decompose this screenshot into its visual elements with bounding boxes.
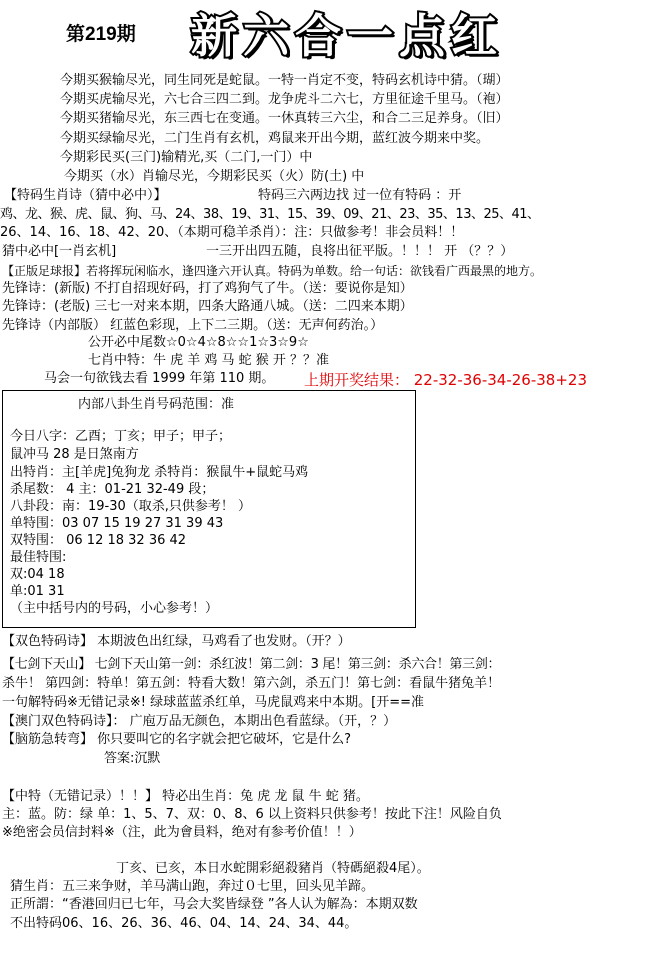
brand-char: 红 xyxy=(451,9,497,63)
issue-number: 第219期 xyxy=(66,24,136,45)
shuangse-poem: 【双色特码诗】 本期波色出红绿，马鸡看了也发财。（开？） xyxy=(2,634,351,649)
qijian-line-2: 杀牛！ 第四剑：特单！第五剑：特看大数！第六剑，杀五门！第七剑：看鼠牛猪兔羊！ xyxy=(2,676,501,691)
box-title: 内部八卦生肖号码范围：准 xyxy=(78,397,235,412)
xianfeng-poem: 先锋诗：(新版) 不打自招现好码，打了鸡狗气了牛。（送：要说你是知） xyxy=(2,281,413,296)
zhongte-line: ※绝密会员信封料※（注，此为會員料，绝对有参考价值！！） xyxy=(2,825,362,840)
zhengban-line: 【正版足球报】若将挥玩闲临水，逢四逢六开认真。特码为单数。给一句话：欲钱看广西最黑的地方。 xyxy=(2,264,543,278)
box-line: 鼠冲马 28 是日煞南方 xyxy=(10,447,139,462)
intro-line: 今期买绿输尽光，二门生肖有玄机，鸡鼠来开出今期，蓝红波今期来中奖。 xyxy=(60,131,490,146)
poem-special: 特码三六两边找 过一位有特码 ：开 xyxy=(258,188,462,203)
box-line: 双特围： 06 12 18 32 36 42 xyxy=(10,533,187,548)
xianfeng-poem: 先锋诗：(老版) 三七一对来本期，四条大路通八城。（送：二四来本期） xyxy=(2,299,413,314)
tail-numbers: 公开必中尾数☆0☆4☆8☆☆1☆3☆9☆ xyxy=(88,335,309,350)
box-line: 单特围：03 07 15 19 27 31 39 43 xyxy=(10,516,224,531)
box-line: （主中括号内的号码，小心参考！） xyxy=(10,601,219,616)
mahui-line: 马会一句欲钱去看 1999 年第 110 期。 xyxy=(44,371,275,386)
brand-char: 点 xyxy=(399,9,445,63)
zhongte-line: 主：蓝。防：绿 单：1、5、7、双：0、8、6 以上资料只供参考！按此下注！风险自负 xyxy=(2,807,502,822)
intro-line: 今期买猪输尽光，东三西七在变通。一休真转三六尘，和合二三足养身。（旧） xyxy=(60,111,509,126)
footer-line: 丁亥、已亥，本日水蛇開彩絕殺豬肖（特碼絕殺4尾）。 xyxy=(116,861,430,876)
guess-text: 一三开出四五随，良将出征平版。！！！ 开 （？？） xyxy=(206,244,514,259)
brand-char: 一 xyxy=(347,9,393,63)
brand-char: 六 xyxy=(243,9,289,63)
box-line: 杀尾数： 4 主：01-21 32-49 段； xyxy=(10,482,215,497)
box-line: 最佳特围: xyxy=(10,550,67,565)
intro-line: 今期买（水）肖输尽光，今期彩民买（火）防(土) 中 xyxy=(64,169,365,184)
box-line: 出特肖：主[羊虎]兔狗龙 杀特肖：猴鼠牛+鼠蛇马鸡 xyxy=(10,465,309,480)
xianfeng-poem: 先锋诗（内部版） 红蓝色彩现，上下二三期。（送：无声何药治。） xyxy=(2,318,384,333)
last-result: 上期开奖结果： 22-32-36-34-26-38+23 xyxy=(304,371,588,389)
zhongte-title: 【中特（无错记录）！！】 特必出生肖：兔 虎 龙 鼠 牛 蛇 猪。 xyxy=(2,789,369,804)
intro-line: 今期买虎输尽光，六七合三四二到。龙争虎斗二六七，方里征途千里马。（袍） xyxy=(60,92,509,107)
footer-line: 猜生肖：五三来争财，羊马满山跑，奔过０七里，回头见羊蹄。 xyxy=(10,879,375,894)
yiju-line: 一句解特码※无错记录※! 绿球蓝蓝杀红单，马虎鼠鸡来中本期。[开==准 xyxy=(2,695,424,710)
poem-list-2: 26、14、16、18、42、20、（本期可稳羊杀肖）：注：只做参考！非会员料！！ xyxy=(0,225,464,240)
aomen-poem: 【澳门双色特码诗】： 广庖万品无颜色，本期出色看蓝绿。（开，？） xyxy=(2,714,397,729)
poem-list: 鸡、龙、猴、虎、鼠、狗、马、24、38、19、31、15、39、09、21、23、35、13、25、41、 xyxy=(0,207,540,222)
footer-line: 正所謂：“香港回归已七年，马会大奖皆绿登 ”各人认为解為：本期双数 xyxy=(10,897,418,912)
naojin-answer: 答案:沉默 xyxy=(104,751,161,766)
intro-line: 今期买猴输尽光，同生同死是蛇鼠。一特一肖定不变，特码玄机诗中猜。（瑚） xyxy=(60,73,509,88)
box-line: 今日八字：乙酉；丁亥；甲子；甲子； xyxy=(10,429,232,444)
naojin-question: 【脑筋急转弯】 你只要叫它的名字就会把它破坏，它是什么? xyxy=(2,732,352,747)
brand-char: 新 xyxy=(191,9,237,63)
footer-line: 不出特码06、16、26、36、46、04、14、24、34、44。 xyxy=(10,916,358,931)
brand-char: 合 xyxy=(295,9,341,63)
box-line: 八卦段：南：19-30（取杀,只供参考！ ） xyxy=(10,499,252,514)
qijian-line: 【七剑下天山】 七剑下天山第一剑：杀红波！第二剑：3 尾！第三剑：杀六合！第三剑： xyxy=(2,657,501,672)
guess-label: 猜中必中[一肖玄机] xyxy=(2,244,117,259)
brand-logo xyxy=(188,8,500,64)
box-line: 双:04 18 xyxy=(10,567,65,582)
poem-title: 【特码生肖诗（猜中必中）】 xyxy=(4,188,167,203)
brand-title xyxy=(188,8,500,64)
box-line: 单:01 31 xyxy=(10,584,65,599)
intro-line: 今期彩民买(三门)输精光,买（二门,一门）中 xyxy=(60,150,313,165)
seven-zodiac: 七肖中特：牛 虎 羊 鸡 马 蛇 猴 开 ？？准 xyxy=(88,353,330,368)
